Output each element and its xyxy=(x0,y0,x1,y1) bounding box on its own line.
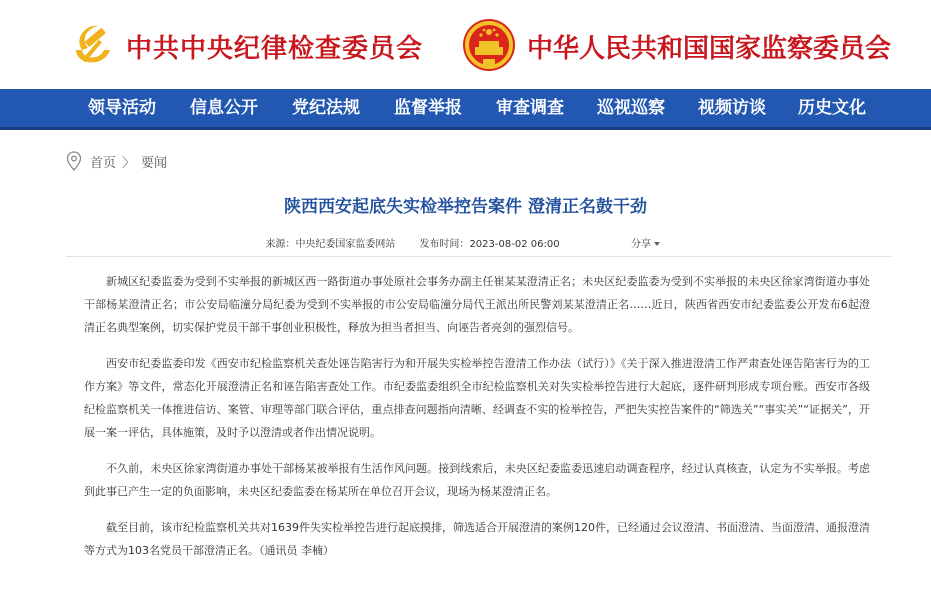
location-pin-icon xyxy=(66,151,82,171)
nav-item-inspection[interactable]: 巡视巡察 xyxy=(597,98,665,118)
nav-item-investigation[interactable]: 审查调查 xyxy=(496,98,564,118)
national-emblem-icon xyxy=(461,17,517,73)
nav-item-regulations[interactable]: 党纪法规 xyxy=(292,98,360,118)
nav-item-video[interactable]: 视频访谈 xyxy=(698,98,766,118)
nav-item-leadership[interactable]: 领导活动 xyxy=(88,98,156,118)
breadcrumb-separator: 〉 xyxy=(122,155,136,171)
article-meta xyxy=(0,235,931,250)
breadcrumb-home-link[interactable]: 首页 xyxy=(90,155,117,171)
article-body xyxy=(84,270,870,575)
article-paragraph: 不久前，未央区徐家湾街道办事处干部杨某被举报有生活作风问题。接到线索后，未央区纪委监委迅速启动调查程序，经过认真核查，认定为不实举报。考虑到此事已产生一定的负面影响，未央区纪委监委在杨某所在单位召开会议，现场为杨某澄清正名。 xyxy=(84,462,870,498)
hammer-sickle-emblem-icon xyxy=(66,20,116,70)
breadcrumb-current-link[interactable]: 要闻 xyxy=(141,155,168,171)
article-paragraph: 截至目前，该市纪检监察机关共对1639件失实检举控告进行起底摸排，筛选适合开展澄清的案例120件，已经通过会议澄清、书面澄清、当面澄清、通报澄清等方式为103名党员干部澄清正名。（通讯员 李楠） xyxy=(84,521,870,557)
nsc-title[interactable]: 中华人民共和国国家监察委员会 xyxy=(527,34,892,64)
article-title: 陕西西安起底失实检举控告案件 澄清正名鼓干劲 xyxy=(284,197,647,217)
time-value: 2023-08-02 06:00 xyxy=(469,239,560,250)
cc-cpc-title[interactable]: 中共中央纪律检查委员会 xyxy=(126,34,424,64)
main-nav xyxy=(0,89,931,130)
site-header xyxy=(0,0,931,89)
time-label: 发布时间： xyxy=(419,239,470,250)
share-label: 分享 xyxy=(631,239,651,250)
article-paragraph: 新城区纪委监委为受到不实举报的新城区西一路街道办事处原社会事务办副主任崔某某澄清正名；未央区纪委监委为受到不实举报的未央区徐家湾街道办事处干部杨某澄清正名；市公安局临潼分局纪委为受到不实举报的市公安局临潼分局代王派出所民警刘某某澄清正名……近日，陕西省西安市纪委监委公开发布6起澄清正名典型案例，切实保护党员干部干事创业积极性，释放为担当者担当、向诬告者亮剑的强烈信号。 xyxy=(84,275,870,334)
nav-item-history[interactable]: 历史文化 xyxy=(798,98,866,118)
breadcrumb xyxy=(66,150,167,172)
source-label: 来源： xyxy=(265,239,296,250)
nav-item-disclosure[interactable]: 信息公开 xyxy=(190,98,258,118)
share-button[interactable] xyxy=(631,235,660,250)
caret-down-icon xyxy=(654,242,660,246)
article-paragraph: 西安市纪委监委印发《西安市纪检监察机关查处诬告陷害行为和开展失实检举控告澄清工作办法（试行）》《关于深入推进澄清工作严肃查处诬告陷害行为的工作方案》等文件，常态化开展澄清正名和诬告陷害查处工作。市纪委监委组织全市纪检监察机关对失实检举控告进行大起底，逐件研判形成专项台账。西安市各级纪检监察机关一体推进信访、案管、审理等部门联合评估，重点排查问题指向清晰、经调查不实的检举控告，严把失实控告案件的“筛选关”“事实关”“证据关”，开展一案一评估，具体施策，及时予以澄清或者作出情况说明。 xyxy=(84,357,870,439)
source-value: 中央纪委国家监委网站 xyxy=(295,239,396,250)
nav-item-reporting[interactable]: 监督举报 xyxy=(394,98,462,118)
meta-divider xyxy=(66,256,892,257)
